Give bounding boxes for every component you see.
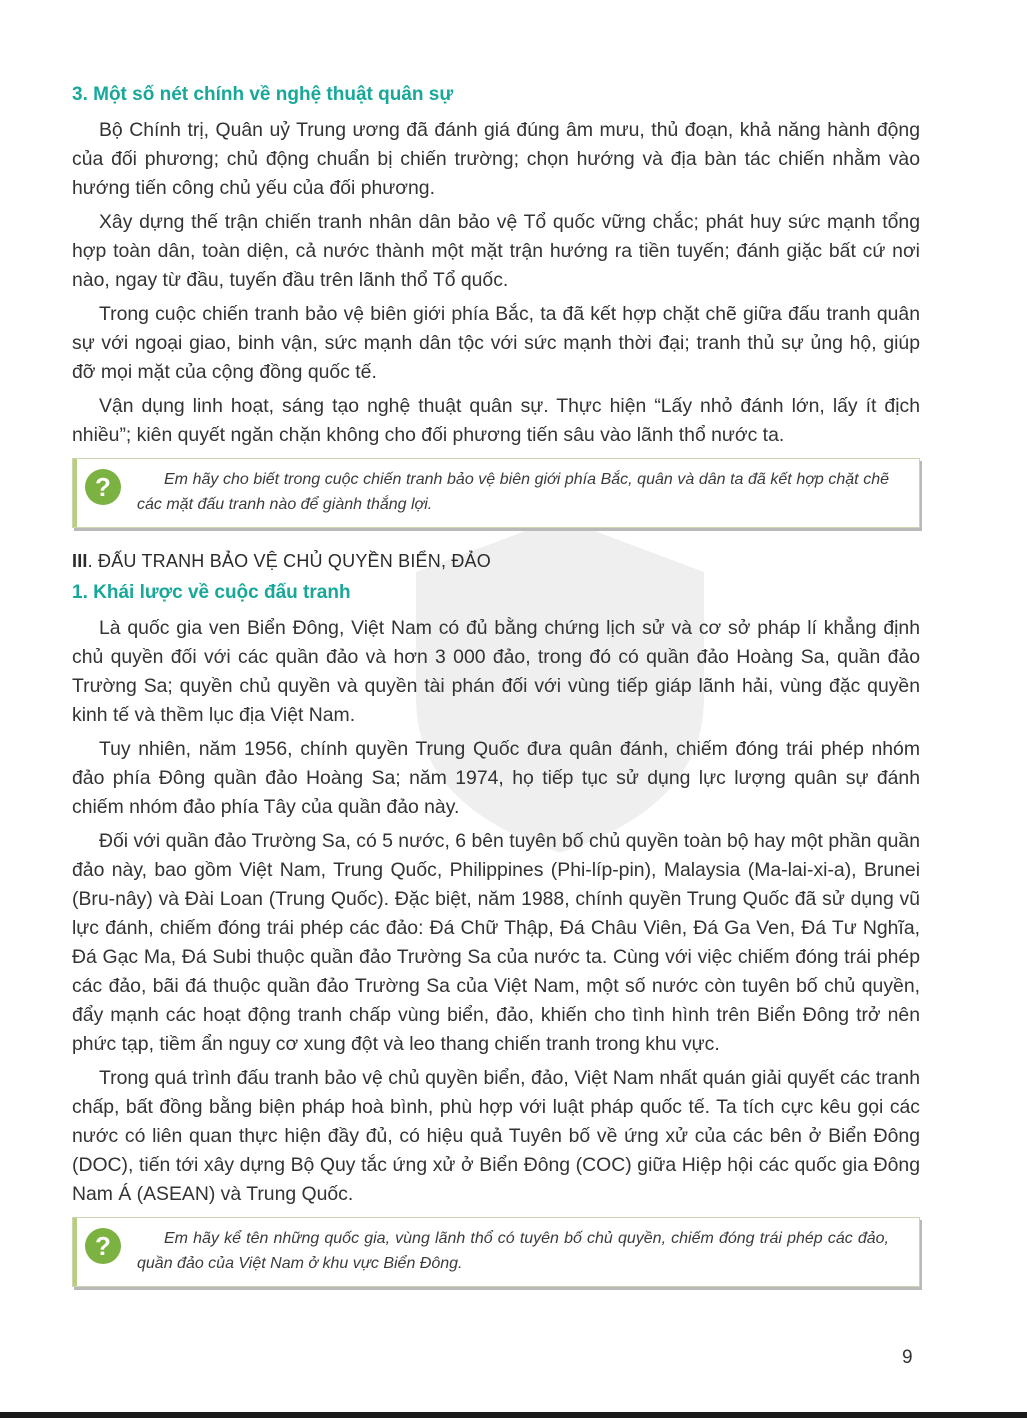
page-number: 9: [902, 1347, 913, 1368]
bottom-edge: [0, 1412, 1027, 1418]
question-text: Em hãy kể tên những quốc gia, vùng lãnh thổ có tuyên bố chủ quyền, chiếm đóng trái phép các đảo, quần đảo của Việt Nam ở khu vực Biển Đông.: [137, 1230, 889, 1272]
section-heading-iii: [72, 548, 920, 574]
question-mark-icon: ?: [85, 1228, 121, 1264]
subsection-heading-overview: 1. Khái lược về cuộc đấu tranh: [72, 582, 351, 603]
section-title: . ĐẤU TRANH BẢO VỆ CHỦ QUYỀN BIỂN, ĐẢO: [87, 551, 491, 571]
question-box: [72, 1217, 920, 1287]
question-mark-icon: ?: [85, 469, 121, 505]
paragraph: Là quốc gia ven Biển Đông, Việt Nam có đủ bằng chứng lịch sử và cơ sở pháp lí khẳng định chủ quyền đối với các quần đảo và hơn 3 000 đảo, trong đó có quần đảo Hoàng Sa, quần đảo Trường Sa; quyền chủ quyền và quyền tài phán đối với vùng tiếp giáp lãnh hải, vùng đặc quyền kinh tế và thềm lục địa Việt Nam.: [72, 617, 920, 726]
paragraph: Trong cuộc chiến tranh bảo vệ biên giới phía Bắc, ta đã kết hợp chặt chẽ giữa đấu tranh quân sự với ngoại giao, binh vận, sức mạnh dân tộc với sức mạnh thời đại; tranh thủ sự ủng hộ, giúp đỡ mọi mặt của cộng đồng quốc tế.: [72, 303, 920, 383]
question-box: [72, 458, 920, 528]
paragraph: Bộ Chính trị, Quân uỷ Trung ương đã đánh giá đúng âm mưu, thủ đoạn, khả năng hành động của đối phương; chủ động chuẩn bị chiến trường; chọn hướng và địa bàn tác chiến nhằm vào hướng tiến công chủ yếu của đối phương.: [72, 119, 920, 199]
paragraph: Tuy nhiên, năm 1956, chính quyền Trung Quốc đưa quân đánh, chiếm đóng trái phép nhóm đảo phía Đông quần đảo Hoàng Sa; năm 1974, họ tiếp tục sử dụng lực lượng quân sự đánh chiếm nhóm đảo phía Tây của quần đảo này.: [72, 738, 920, 818]
page-content: [72, 82, 920, 1301]
paragraph: Đối với quần đảo Trường Sa, có 5 nước, 6 bên tuyên bố chủ quyền toàn bộ hay một phần quần đảo này, bao gồm Việt Nam, Trung Quốc, Philippines (Phi-líp-pin), Malaysia (Ma-lai-xi-a), Brunei (Bru-nây) và Đài Loan (Trung Quốc). Đặc biệt, năm 1988, chính quyền Trung Quốc đã sử dụng vũ lực đánh, chiếm đóng trái phép các đảo: Đá Chữ Thập, Đá Châu Viên, Đá Ga Ven, Đá Tư Nghĩa, Đá Gạc Ma, Đá Subi thuộc quần đảo Trường Sa của nước ta. Cùng với việc chiếm đóng trái phép các đảo, bãi đá thuộc quần đảo Trường Sa của Việt Nam, một số nước còn tuyên bố chủ quyền, đẩy mạnh các hoạt động tranh chấp vùng biển, đảo, khiến cho tình hình trên Biển Đông trở nên phức tạp, tiềm ẩn nguy cơ xung đột và leo thang chiến tranh trong khu vực.: [72, 830, 920, 1055]
section-heading-military-art: 3. Một số nét chính về nghệ thuật quân sự: [72, 84, 454, 105]
roman-numeral: III: [72, 551, 88, 571]
paragraph: Trong quá trình đấu tranh bảo vệ chủ quyền biển, đảo, Việt Nam nhất quán giải quyết các tranh chấp, bất đồng bằng biện pháp hoà bình, phù hợp với luật pháp quốc tế. Ta tích cực kêu gọi các nước có liên quan thực hiện đầy đủ, có hiệu quả Tuyên bố về ứng xử của các bên ở Biển Đông (DOC), tiến tới xây dựng Bộ Quy tắc ứng xử ở Biển Đông (COC) giữa Hiệp hội các quốc gia Đông Nam Á (ASEAN) và Trung Quốc.: [72, 1067, 920, 1205]
paragraph: Vận dụng linh hoạt, sáng tạo nghệ thuật quân sự. Thực hiện “Lấy nhỏ đánh lớn, lấy ít địch nhiều”; kiên quyết ngăn chặn không cho đối phương tiến sâu vào lãnh thổ nước ta.: [72, 395, 920, 446]
question-text: Em hãy cho biết trong cuộc chiến tranh bảo vệ biên giới phía Bắc, quân và dân ta đã kết hợp chặt chẽ các mặt đấu tranh nào để giành thắng lợi.: [137, 471, 889, 513]
paragraph: Xây dựng thế trận chiến tranh nhân dân bảo vệ Tổ quốc vững chắc; phát huy sức mạnh tổng hợp toàn dân, toàn diện, cả nước thành một mặt trận hướng ra tiền tuyến; đánh giặc bất cứ nơi nào, ngay từ đầu, tuyến đầu trên lãnh thổ Tổ quốc.: [72, 211, 920, 291]
